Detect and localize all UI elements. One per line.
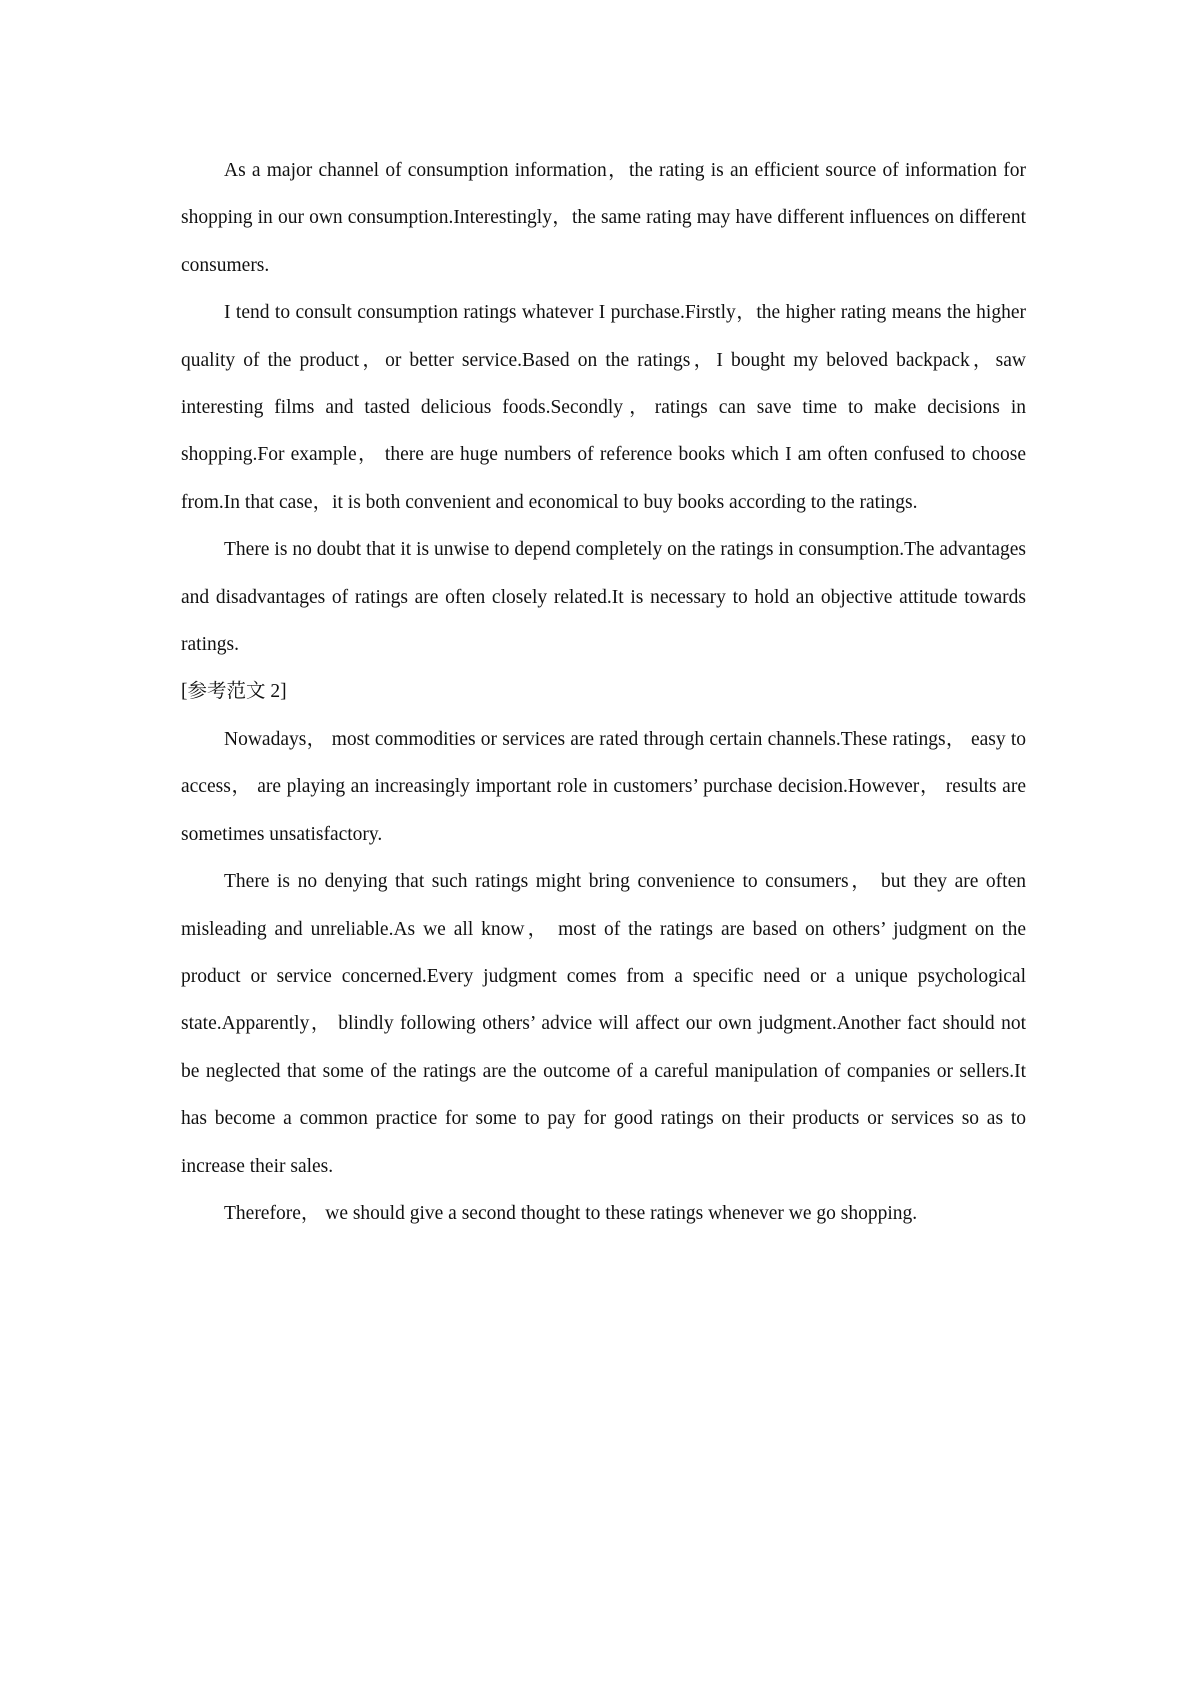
paragraph-conclusion: There is no doubt that it is unwise to depend completely on the ratings in consumption.The advantages and disadvantages of ratings are often closely related.It is necessary to hold an objective attitude towards ratings. [181,539,1026,656]
paragraph-conclusion-2: Therefore， we should give a second thought to these ratings whenever we go shopping. [224,1202,918,1224]
document-page [181,147,1026,1237]
paragraph-intro: As a major channel of consumption information，the rating is an efficient source of information for shopping in our own consumption.Interestingly，the same rating may have different influences on different consumers. [181,160,1026,276]
paragraph-reasons: I tend to consult consumption ratings whatever I purchase.Firstly，the higher rating means the higher quality of the product，or better service.Based on the ratings，I bought my beloved backpack，saw interesting films and tasted delicious foods.Secondly，ratings can save time to make decisions in shopping.For example， there are huge numbers of reference books which I am often confused to choose from.In that case，it is both convenient and economical to buy books according to the ratings. [181,302,1026,513]
paragraph-body-2: There is no denying that such ratings might bring convenience to consumers， but they are often misleading and unreliable.As we all know， most of the ratings are based on others’ judgment on the product or service concerned.Every judgment comes from a specific need or a unique psychological state.Apparently， blindly following others’ advice will affect our own judgment.Another fact should not be neglected that some of the ratings are the outcome of a careful manipulation of companies or sellers.It has become a common practice for some to pay for good ratings on their products or services so as to increase their sales. [181,871,1026,1177]
section-heading: [参考范文 2] [181,681,287,703]
paragraph-intro-2: Nowadays， most commodities or services are rated through certain channels.These ratings， easy to access， are playing an increasingly important role in customers’ purchase decision.However， results are sometimes unsatisfactory. [181,728,1026,845]
